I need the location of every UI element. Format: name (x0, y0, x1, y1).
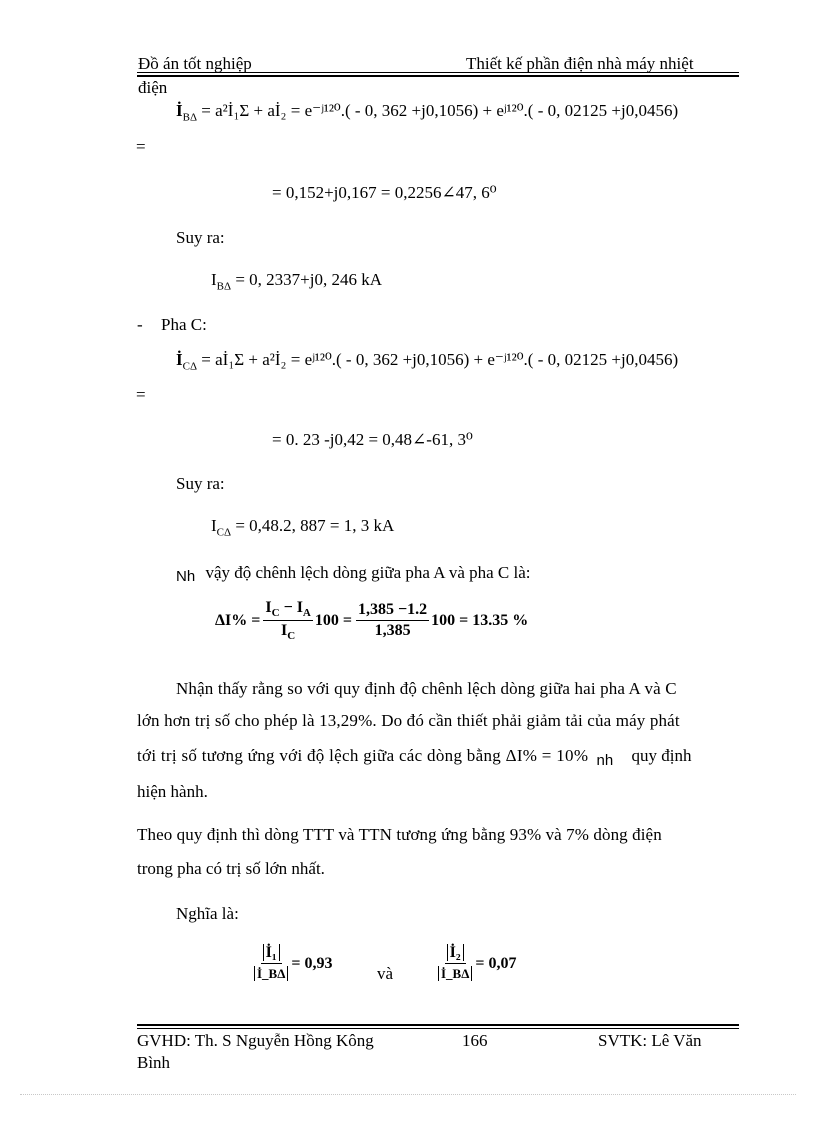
eq-b-lhs-sub: BΔ (182, 111, 198, 124)
ratio-1-num-text: İ₁ (263, 944, 280, 961)
eq-c-lhs: İ (176, 350, 183, 369)
footer-left: GVHD: Th. S Nguyễn Hồng Kông (137, 1031, 374, 1050)
ratio-2-value: = 0,07 (475, 954, 517, 972)
eq-b-result: = 0,152+j0,167 = 0,2256∠47, 6⁰ (272, 183, 497, 202)
ib-line (211, 270, 382, 292)
header-rule-thin (137, 72, 739, 73)
page-bottom-dotted-border (20, 1094, 796, 1095)
ratio-2 (438, 944, 517, 983)
p1-nh-fragment: nh (596, 752, 614, 769)
delta-mult-1: 100 = (314, 611, 352, 629)
delta-lhs: ΔI% = (215, 611, 261, 629)
delta-mult-2: 100 = 13.35 % (431, 611, 529, 629)
ratio-1-den (254, 964, 288, 983)
equation-c (176, 350, 678, 372)
paragraph-1-line-1: Nhận thấy rằng so với quy định độ chênh lệch dòng giữa hai pha A và C (176, 679, 677, 698)
footer-rule-thick (137, 1024, 739, 1026)
frac1-num-ia: I (296, 599, 303, 616)
ratio-2-num-text: İ₂ (447, 944, 464, 961)
header-right (466, 54, 694, 74)
header-right-text: Thiết kế phần điện nhà máy nhiệt (466, 54, 694, 73)
frac1-den-ic: I (281, 622, 288, 640)
ratio-1-frac (254, 944, 288, 983)
delta-frac-1 (263, 599, 313, 642)
nh-line (176, 563, 531, 583)
paragraph-1-line-2: lớn hơn trị số cho phép là 13,29%. Do đó cần thiết phải giảm tải của máy phát (137, 711, 680, 730)
eq-b-wrap: = (136, 137, 146, 156)
frac1-num-ic: I (265, 599, 272, 616)
footer-page-number: 166 (462, 1031, 488, 1050)
ratio-2-frac (438, 944, 472, 983)
ratio-2-den (438, 964, 472, 983)
ratio-2-num (445, 944, 466, 964)
delta-frac-1-num (263, 599, 313, 621)
delta-frac-2-num: 1,385 −1.2 (356, 601, 429, 621)
eq-c-lhs-sub: CΔ (182, 360, 198, 373)
delta-frac-1-den (281, 621, 295, 642)
ib-value: = 0, 2337+j0, 246 kA (235, 270, 383, 289)
eq-b-rhs: = a²İ₁Σ + aİ₂ = e⁻ʲ¹²⁰.( - 0, 362 +j0,1056) + eʲ¹²⁰.( - 0, 02125 +j0,0456) (201, 101, 679, 120)
ib-sub: BΔ (216, 280, 232, 293)
eq-c-rhs: = aİ₁Σ + a²İ₂ = eʲ¹²⁰.( - 0, 362 +j0,1056) + e⁻ʲ¹²⁰.( - 0, 02125 +j0,0456) (201, 350, 679, 369)
footer-left-wrap: Bình (137, 1053, 171, 1072)
eq-c-wrap: = (136, 385, 146, 404)
delta-equation (215, 599, 528, 642)
header-left (138, 54, 252, 74)
ib-label: I (211, 270, 217, 289)
p1-tail: quy định (631, 746, 692, 765)
ic-value: = 0,48.2, 887 = 1, 3 kA (235, 516, 395, 535)
ic-line (211, 516, 394, 538)
paragraph-1-line-3 (137, 746, 692, 769)
paragraph-2-line-2: trong pha có trị số lớn nhất. (137, 859, 325, 878)
equation-b (176, 101, 678, 123)
ratio-1-value: = 0,93 (291, 954, 333, 972)
pha-c-label: Pha C: (161, 315, 207, 334)
eq-b-lhs: İ (176, 101, 183, 120)
paragraph-1-line-4: hiện hành. (137, 782, 208, 801)
ratio-1-den-text: İ_BΔ (254, 966, 288, 981)
suy-ra-2: Suy ra: (176, 474, 225, 493)
frac1-num-ia-sub: A (302, 607, 311, 620)
footer-rule-thin (137, 1028, 739, 1029)
ic-label: I (211, 516, 217, 535)
footer-right: SVTK: Lê Văn (598, 1031, 702, 1050)
frac1-den-ic-sub: C (287, 630, 296, 643)
header-rule-thick (137, 75, 739, 77)
frac1-minus: − (283, 599, 293, 616)
nh-fragment: Nh (176, 568, 196, 585)
p1-line3-text: tới trị số tương ứng với độ lệch giữa các dòng bằng ΔI% = 10% (137, 746, 589, 765)
nghia-la: Nghĩa là: (176, 904, 239, 923)
header-left-text: Đồ án tốt nghiệp (138, 54, 252, 73)
ic-sub: CΔ (216, 526, 232, 539)
ratio-2-den-text: İ_BΔ (438, 966, 472, 981)
paragraph-2-line-1: Theo quy định thì dòng TTT và TTN tương ứng bằng 93% và 7% dòng điện (137, 825, 662, 844)
delta-frac-2-den: 1,385 (374, 622, 411, 640)
suy-ra-1: Suy ra: (176, 228, 225, 247)
ratio-1 (254, 944, 333, 983)
frac1-num-ic-sub: C (271, 607, 280, 620)
ratio-1-num (261, 944, 282, 964)
pha-c-bullet: - (137, 315, 143, 334)
nh-text: vậy độ chênh lệch dòng giữa pha A và pha C là: (205, 563, 531, 582)
delta-frac-2 (356, 601, 429, 640)
eq-c-result: = 0. 23 -j0,42 = 0,48∠-61, 3⁰ (272, 430, 473, 449)
ratio-and: và (377, 964, 394, 983)
header-wrap: điện (138, 78, 168, 97)
